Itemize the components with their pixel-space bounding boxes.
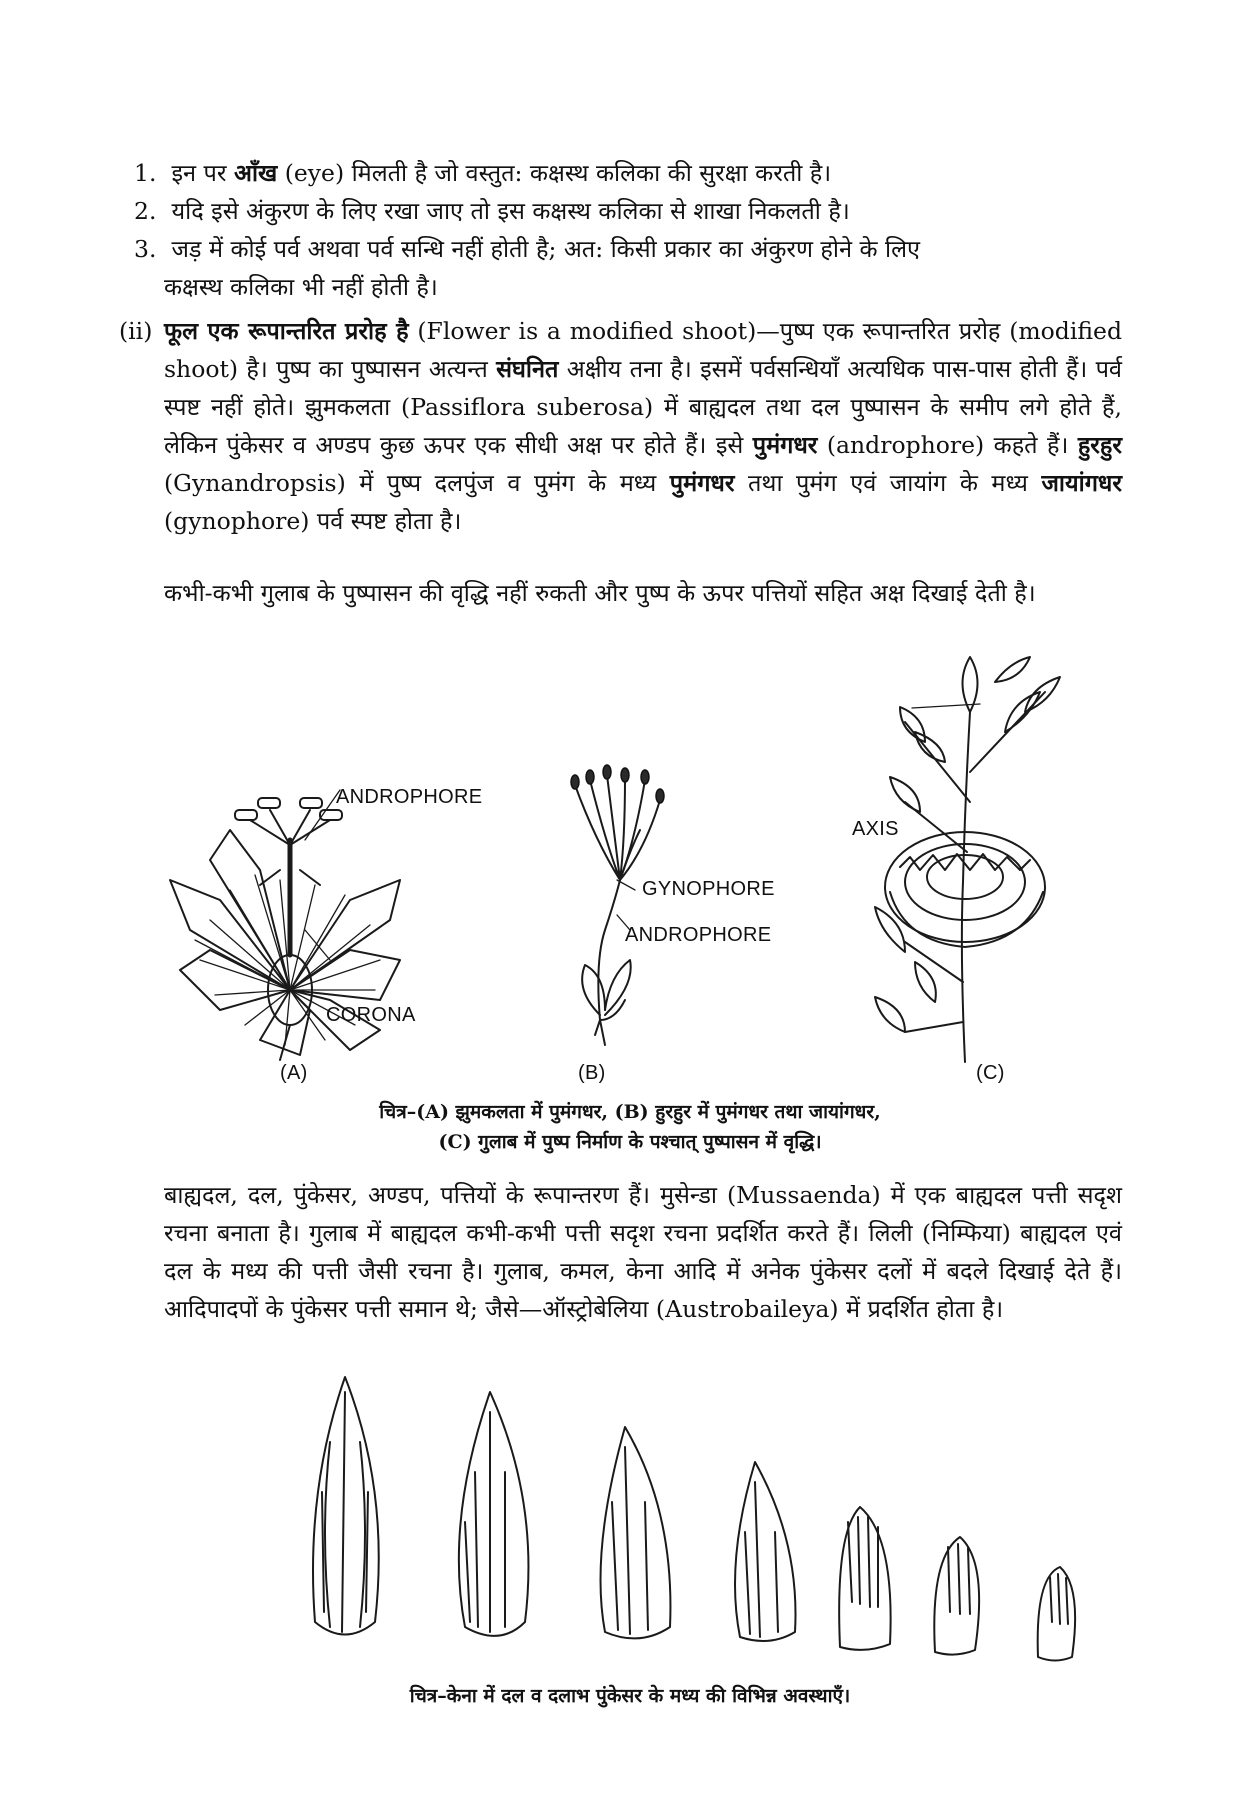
bold-term: पुमंगधर	[669, 469, 735, 497]
section-heading: फूल एक रूपान्तरित प्ररोह है	[164, 317, 409, 345]
figure1-caption-line2: (C) गुलाब में पुष्प निर्माण के पश्चात् पुष्पासन में वृद्धि।	[438, 1131, 822, 1153]
panel-label-a: (A)	[280, 1062, 308, 1084]
label-corona: CORONA	[326, 1004, 416, 1026]
list-text: यदि इसे अंकुरण के लिए रखा जाए तो इस कक्षस्थ कलिका से शाखा निकलती है।	[171, 197, 850, 225]
figure2-caption: चित्र–केना में दल व दलाभ पुंकेसर के मध्य की विभिन्न अवस्थाएँ।	[409, 1685, 851, 1707]
section-marker: (ii)	[119, 317, 153, 345]
section-ii-paragraph	[164, 312, 1122, 540]
pointer-line-axis	[910, 696, 990, 716]
list-item-2	[134, 192, 1134, 230]
list-text: जड़ में कोई पर्व अथवा पर्व सन्धि नहीं होती है; अत: किसी प्रकार का अंकुरण होने के लिए	[171, 235, 921, 263]
label-androphore-a: ANDROPHORE	[336, 786, 483, 808]
bold-term: पुमंगधर	[752, 431, 818, 459]
label-gynophore: GYNOPHORE	[642, 878, 775, 900]
panel-label-b: (B)	[578, 1062, 606, 1084]
list-item-3	[134, 230, 1134, 268]
list-text: इन पर	[171, 159, 234, 187]
label-androphore-b: ANDROPHORE	[625, 924, 772, 946]
paragraph-text: (Gynandropsis) में पुष्प दलपुंज व पुमंग के मध्य	[164, 469, 670, 497]
panel-label-c: (C)	[976, 1062, 1005, 1084]
list-number: 3.	[134, 235, 157, 263]
paragraph-text: अक्षीय तना है। इसमें पर्वसन्धियाँ अत्यधिक पास-पास होती हैं। पर्व स्पष्ट नहीं होते। झुमकलता (Passiflora suberosa) में बाह्यदल तथा दल पुष्पासन के समीप लगे होते हैं, लेकिन पुंकेसर व अण्डप कुछ ऊपर एक सीधी अक्ष पर होते हैं। इसे	[164, 355, 1122, 459]
list-text: (eye) मिलती है जो वस्तुत: कक्षस्थ कलिका की सुरक्षा करती है।	[277, 159, 832, 187]
paragraph-text: (gynophore) पर्व स्पष्ट होता है।	[164, 507, 462, 535]
bold-term: जायांगधर	[1041, 469, 1122, 497]
list-bold: आँख	[233, 159, 278, 187]
list-item-3-continued: कक्षस्थ कलिका भी नहीं होती है।	[164, 273, 438, 301]
paragraph-text: तथा पुमंग एवं जायांग के मध्य	[734, 469, 1042, 497]
modification-paragraph: बाह्यदल, दल, पुंकेसर, अण्डप, पत्तियों के रूपान्तरण हैं। मुसेन्डा (Mussaenda) में एक बाह्यदल पत्ती सदृश रचना बनाता है। गुलाब में बाह्यदल कभी-कभी पत्ती सदृश रचना प्रदर्शित करते हैं। लिली (निम्फिया) बाह्यदल एवं दल के मध्य की पत्ती जैसी रचना है। गुलाब, कमल, केना आदि में अनेक पुंकेसर दलों में बदले दिखाई देते हैं। आदिपादपों के पुंकेसर पत्ती समान थे; जैसे—ऑस्ट्रोबेलिया (Austrobaileya) में प्रदर्शित होता है।	[164, 1181, 1122, 1323]
figure1-caption-line1: चित्र–(A) झुमकलता में पुमंगधर, (B) हुरहुर में पुमंगधर तथा जायांगधर,	[379, 1101, 881, 1123]
canna-petal-series-drawing	[300, 1372, 1180, 1672]
pointer-lines-a	[300, 780, 420, 1000]
list-number: 1.	[134, 159, 157, 187]
paragraph-text: (Flower is a modified shoot)—पुष्प एक रूपान्तरित प्ररोह (modified shoot) है। पुष्प का पुष्पासन अत्यन्त	[164, 317, 1122, 383]
list-number: 2.	[134, 197, 157, 225]
rose-paragraph: कभी-कभी गुलाब के पुष्पासन की वृद्धि नहीं रुकती और पुष्प के ऊपर पत्तियों सहित अक्ष दिखाई देती है।	[164, 579, 1036, 607]
label-axis: AXIS	[852, 818, 899, 840]
bold-term: हुरहुर	[1077, 431, 1123, 459]
list-item-1	[134, 154, 1134, 192]
paragraph-text: (androphore) कहते हैं।	[817, 431, 1078, 459]
bold-term: संघनित	[496, 355, 559, 383]
